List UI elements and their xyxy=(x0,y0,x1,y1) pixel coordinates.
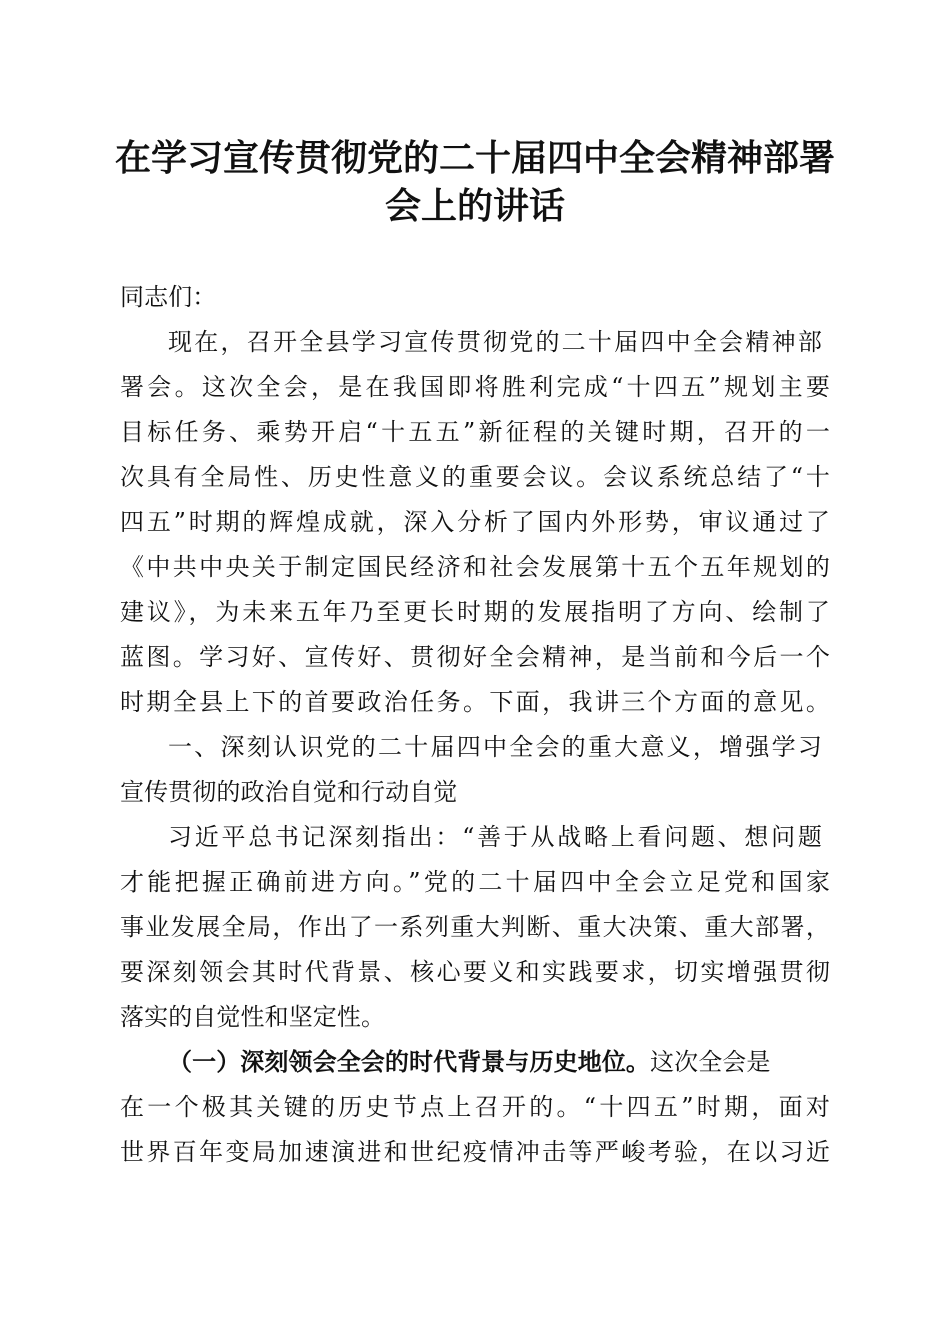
body-line: 世界百年变局加速演进和世纪疫情冲击等严峻考验，在以习近 xyxy=(120,1138,830,1166)
body-line: 建议》，为未来五年乃至更长时期的发展指明了方向、绘制了 xyxy=(120,598,830,626)
body-line: 《中共中央关于制定国民经济和社会发展第十五个五年规划的 xyxy=(120,553,830,581)
body-line: 时期全县上下的首要政治任务。下面，我讲三个方面的意见。 xyxy=(120,688,830,716)
body-line: 四五”时期的辉煌成就，深入分析了国内外形势，审议通过了 xyxy=(120,508,830,536)
body-line: 习近平总书记深刻指出：“善于从战略上看问题、想问题 xyxy=(168,823,822,851)
section-heading-line: 宣传贯彻的政治自觉和行动自觉 xyxy=(120,778,458,806)
body-line: 蓝图。学习好、宣传好、贯彻好全会精神，是当前和今后一个 xyxy=(120,643,830,671)
section-heading-line: 一、深刻认识党的二十届四中全会的重大意义，增强学习 xyxy=(168,733,822,761)
subsection-heading: （一）深刻领会全会的时代背景与历史地位。 xyxy=(168,1047,650,1076)
body-line: 事业发展全局，作出了一系列重大判断、重大决策、重大部署， xyxy=(120,913,830,941)
body-line: 要深刻领会其时代背景、核心要义和实践要求，切实增强贯彻 xyxy=(120,958,830,986)
body-line: 在一个极其关键的历史节点上召开的。“十四五”时期，面对 xyxy=(120,1093,830,1121)
body-line: 次具有全局性、历史性意义的重要会议。会议系统总结了“十 xyxy=(120,463,830,491)
document-title-line-1: 在学习宣传贯彻党的二十届四中全会精神部署 xyxy=(114,137,835,179)
document-title-line-2: 会上的讲话 xyxy=(384,185,565,227)
body-line: 才能把握正确前进方向。”党的二十届四中全会立足党和国家 xyxy=(120,868,830,896)
body-line: 署会。这次全会，是在我国即将胜利完成“十四五”规划主要 xyxy=(120,373,830,401)
subsection-line xyxy=(168,1047,822,1077)
body-line: 落实的自觉性和坚定性。 xyxy=(120,1003,386,1031)
salutation: 同志们： xyxy=(120,283,217,311)
subsection-text: 这次全会是 xyxy=(650,1048,771,1076)
body-line: 现在，召开全县学习宣传贯彻党的二十届四中全会精神部 xyxy=(168,328,822,356)
body-line: 目标任务、乘势开启“十五五”新征程的关键时期，召开的一 xyxy=(120,418,830,446)
